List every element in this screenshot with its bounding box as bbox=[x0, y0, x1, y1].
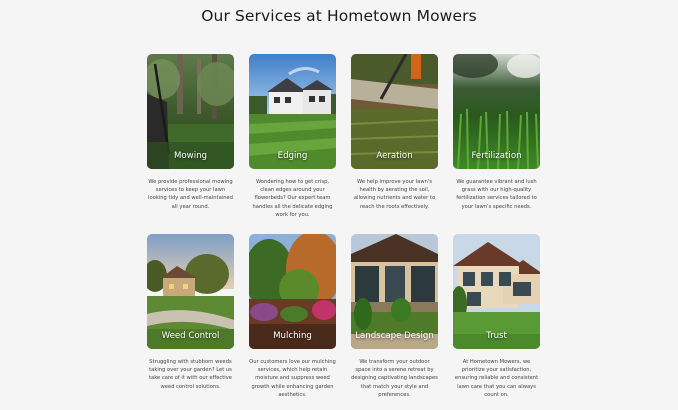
service-title: Mowing bbox=[174, 151, 207, 161]
service-description: We transform your outdoor space into a serene retreat by designing captivating landscapes that match your style and preferences. bbox=[351, 359, 438, 398]
service-description: At Hometown Mowers, we prioritize your satisfaction, ensuring reliable and consistent lawn care that you can always count on. bbox=[454, 359, 539, 398]
service-image-mulching[interactable] bbox=[249, 234, 336, 349]
service-card-mowing[interactable] bbox=[147, 54, 234, 234]
service-card-aeration[interactable] bbox=[351, 54, 438, 234]
service-description: Wondering how to get crisp, clean edges around your flowerbeds? Our expert team handles all the delicate edging work for you. bbox=[252, 179, 333, 218]
service-description: We provide professional mowing services to keep your lawn looking tidy and well-maintained all year round. bbox=[148, 179, 233, 210]
service-card-landscape-design[interactable] bbox=[351, 234, 438, 410]
service-card-weed-control[interactable] bbox=[147, 234, 234, 410]
service-title: Fertilization bbox=[471, 151, 522, 161]
service-card-trust[interactable] bbox=[453, 234, 540, 410]
service-description: We help improve your lawn's health by aerating the soil, allowing nutrients and water to reach the roots effectively. bbox=[353, 179, 436, 210]
service-title: Mulching bbox=[273, 331, 312, 341]
service-card-edging[interactable] bbox=[249, 54, 336, 234]
service-image-edging[interactable] bbox=[249, 54, 336, 169]
service-description: Our customers love our mulching services, which help retain moisture and suppress weed growth while enhancing garden aesthetics. bbox=[249, 359, 336, 398]
service-card-mulching[interactable] bbox=[249, 234, 336, 410]
service-card-fertilization[interactable] bbox=[453, 54, 540, 234]
service-title: Landscape Design bbox=[355, 331, 434, 341]
service-image-fertilization[interactable] bbox=[453, 54, 540, 169]
service-image-aeration[interactable] bbox=[351, 54, 438, 169]
service-title: Edging bbox=[277, 151, 308, 161]
service-title: Trust bbox=[486, 331, 507, 341]
service-image-mowing[interactable] bbox=[147, 54, 234, 169]
service-image-trust[interactable] bbox=[453, 234, 540, 349]
service-description: Struggling with stubborn weeds taking over your garden? Let us take care of it with our effective weed control solutions. bbox=[149, 359, 232, 390]
service-image-weed-control[interactable] bbox=[147, 234, 234, 349]
services-grid bbox=[147, 54, 540, 410]
service-title: Weed Control bbox=[161, 331, 220, 341]
service-description: We guarantee vibrant and lush grass with our high-quality fertilization services tailored to your lawn's specific needs. bbox=[456, 179, 537, 210]
service-title: Aeration bbox=[376, 151, 413, 161]
page-title: Our Services at Hometown Mowers bbox=[201, 7, 477, 25]
service-image-landscape-design[interactable] bbox=[351, 234, 438, 349]
